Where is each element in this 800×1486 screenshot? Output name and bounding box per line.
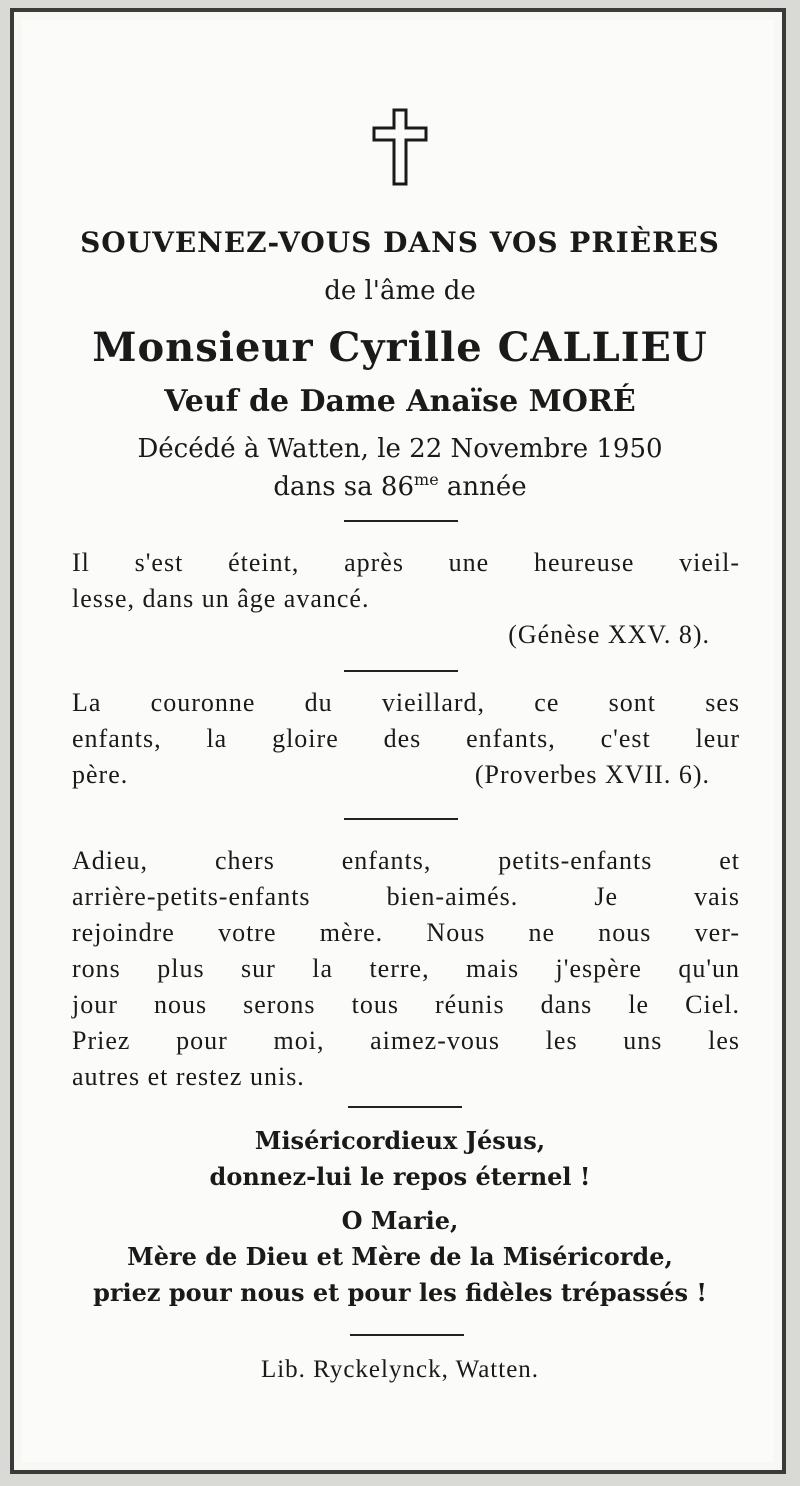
prayer-line4: Mère de Dieu et Mère de la Miséricorde, <box>127 1242 673 1271</box>
divider-4 <box>348 1106 462 1108</box>
divider-3 <box>344 818 458 820</box>
death-line: Décédé à Watten, le 22 Novembre 1950 <box>137 434 663 464</box>
quote1-line1: Il s'est éteint, après une heureuse vieil- <box>72 548 740 577</box>
prayer-line5: priez pour nous et pour les fidèles trépassés ! <box>93 1278 707 1307</box>
widow-of: Veuf de Dame Anaïse MORÉ <box>164 384 636 419</box>
cross-icon <box>372 108 428 186</box>
age-suffix: me <box>414 470 439 489</box>
age-end: année <box>438 472 527 502</box>
prayer-line3: O Marie, <box>341 1206 459 1235</box>
farewell-line3: rejoindre votre mère. Nous ne nous ver- <box>72 918 740 947</box>
divider-1 <box>344 520 458 522</box>
farewell-line2: arrière-petits-enfants bien-aimés. Je vais <box>72 882 740 911</box>
heading: SOUVENEZ-VOUS DANS VOS PRIÈRES <box>80 226 720 259</box>
quote2-source: (Proverbes XVII. 6). <box>474 760 710 789</box>
quote2-line3: père. <box>72 760 129 789</box>
divider-5 <box>350 1334 464 1336</box>
printer-imprint: Lib. Ryckelynck, Watten. <box>260 1356 540 1383</box>
age-number: 86 <box>380 472 415 502</box>
farewell-line6: Priez pour moi, aimez-vous les uns les <box>72 1026 740 1055</box>
quote1-line2: lesse, dans un âge avancé. <box>72 584 370 613</box>
farewell-line5: jour nous serons tous réunis dans le Ciel. <box>72 990 740 1019</box>
farewell-line4: rons plus sur la terre, mais j'espère qu'un <box>72 954 740 983</box>
deceased-name: Monsieur Cyrille CALLIEU <box>92 324 708 371</box>
quote2-line2: enfants, la gloire des enfants, c'est leur <box>72 724 740 753</box>
age-prefix: dans sa <box>273 472 381 502</box>
quote2-line1: La couronne du vieillard, ce sont ses <box>72 688 740 717</box>
quote1-source: (Génèse XXV. 8). <box>508 620 710 649</box>
farewell-line7: autres et restez unis. <box>72 1062 305 1091</box>
prayer-line1: Miséricordieux Jésus, <box>254 1126 546 1155</box>
farewell-line1: Adieu, chers enfants, petits-enfants et <box>72 846 740 875</box>
prayer-line2: donnez-lui le repos éternel ! <box>209 1162 591 1191</box>
age-line <box>40 470 760 502</box>
divider-2 <box>344 670 458 672</box>
subheading: de l'âme de <box>324 276 476 306</box>
